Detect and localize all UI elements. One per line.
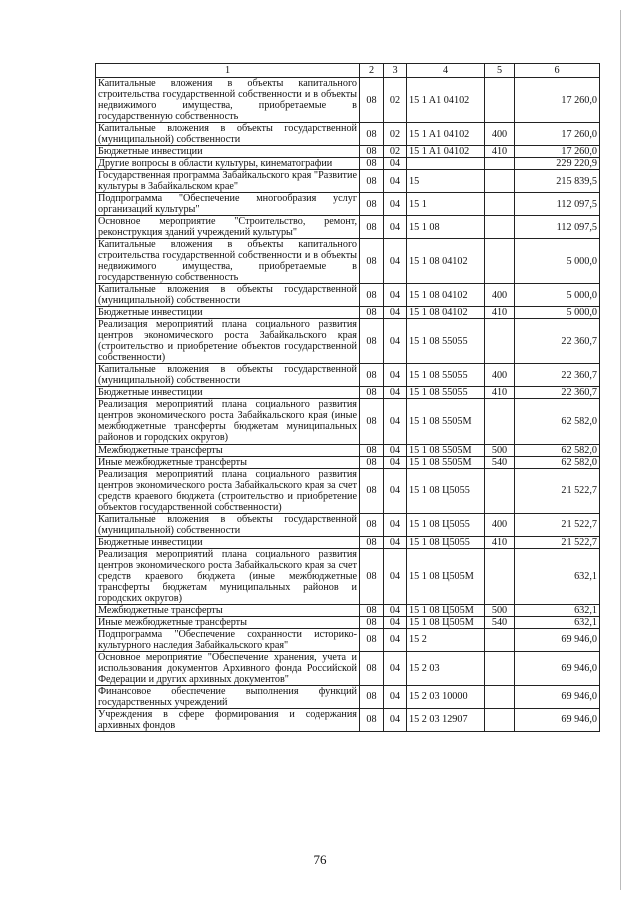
- row-section-cell: 08: [360, 616, 384, 628]
- row-expense-type-cell: 410: [485, 307, 515, 319]
- row-amount-cell: 21 522,7: [515, 513, 600, 536]
- row-section-cell: 08: [360, 123, 384, 146]
- row-name-cell: Иные межбюджетные трансферты: [96, 456, 360, 468]
- row-target-article-cell: 15 2 03 10000: [407, 685, 485, 708]
- row-subsection-cell: 04: [384, 170, 407, 193]
- row-expense-type-cell: 500: [485, 444, 515, 456]
- row-amount-cell: 62 582,0: [515, 444, 600, 456]
- table-row: [96, 216, 600, 239]
- row-name-cell: Основное мероприятие "Строительство, ремонт, реконструкция зданий учреждений культуры": [96, 216, 360, 239]
- row-subsection-cell: 04: [384, 628, 407, 651]
- row-target-article-cell: 15 1 08 55055: [407, 319, 485, 364]
- row-subsection-cell: 04: [384, 651, 407, 685]
- row-amount-cell: 69 946,0: [515, 628, 600, 651]
- row-amount-cell: 22 360,7: [515, 364, 600, 387]
- row-expense-type-cell: 410: [485, 146, 515, 158]
- row-section-cell: 08: [360, 444, 384, 456]
- row-name-cell: Капитальные вложения в объекты государственной (муниципальной) собственности: [96, 284, 360, 307]
- row-name-cell: Учреждения в сфере формирования и содержания архивных фондов: [96, 708, 360, 731]
- row-expense-type-cell: [485, 158, 515, 170]
- row-subsection-cell: 02: [384, 78, 407, 123]
- table-row: [96, 284, 600, 307]
- table-row: [96, 146, 600, 158]
- header-col-1: 1: [96, 64, 360, 78]
- row-name-cell: Бюджетные инвестиции: [96, 307, 360, 319]
- row-section-cell: 08: [360, 158, 384, 170]
- row-expense-type-cell: 410: [485, 387, 515, 399]
- row-target-article-cell: 15 1 08 04102: [407, 284, 485, 307]
- table-row: [96, 307, 600, 319]
- table-row: [96, 399, 600, 444]
- table-row: [96, 170, 600, 193]
- row-subsection-cell: 04: [384, 158, 407, 170]
- row-subsection-cell: 04: [384, 284, 407, 307]
- row-section-cell: 08: [360, 456, 384, 468]
- row-name-cell: Реализация мероприятий плана социального развития центров экономического роста Забайкальского края за счет средств краевого бюджета (иные межбюджетные трансферты бюджетам муниципальных районов и городских округов): [96, 548, 360, 604]
- row-name-cell: Другие вопросы в области культуры, кинематографии: [96, 158, 360, 170]
- row-expense-type-cell: [485, 468, 515, 513]
- row-section-cell: 08: [360, 364, 384, 387]
- row-target-article-cell: 15 1: [407, 193, 485, 216]
- table-row: [96, 78, 600, 123]
- row-name-cell: Капитальные вложения в объекты капитального строительства государственной собственности и в объекты недвижимого имущества, приобретаемые в государственную собственность: [96, 78, 360, 123]
- row-subsection-cell: 04: [384, 616, 407, 628]
- row-amount-cell: 21 522,7: [515, 536, 600, 548]
- table-row: [96, 513, 600, 536]
- row-expense-type-cell: 540: [485, 456, 515, 468]
- table-row: [96, 239, 600, 284]
- table-row: [96, 651, 600, 685]
- row-section-cell: 08: [360, 307, 384, 319]
- row-name-cell: Реализация мероприятий плана социального развития центров экономического роста Забайкальского края (иные межбюджетные трансферты бюджетам муниципальных районов и городских округов): [96, 399, 360, 444]
- row-expense-type-cell: [485, 319, 515, 364]
- row-section-cell: 08: [360, 78, 384, 123]
- row-section-cell: 08: [360, 708, 384, 731]
- row-target-article-cell: 15 1 08 Ц505М: [407, 548, 485, 604]
- row-section-cell: 08: [360, 468, 384, 513]
- row-name-cell: Бюджетные инвестиции: [96, 536, 360, 548]
- row-name-cell: Государственная программа Забайкальского края "Развитие культуры в Забайкальском крае": [96, 170, 360, 193]
- row-target-article-cell: 15 1 A1 04102: [407, 78, 485, 123]
- row-section-cell: 08: [360, 548, 384, 604]
- row-amount-cell: 5 000,0: [515, 284, 600, 307]
- row-target-article-cell: 15 1 08 5505М: [407, 456, 485, 468]
- row-subsection-cell: 04: [384, 685, 407, 708]
- row-expense-type-cell: [485, 170, 515, 193]
- scan-edge-line: [620, 10, 621, 890]
- row-expense-type-cell: 400: [485, 364, 515, 387]
- row-subsection-cell: 04: [384, 536, 407, 548]
- row-expense-type-cell: 400: [485, 123, 515, 146]
- row-expense-type-cell: [485, 628, 515, 651]
- table-row: [96, 548, 600, 604]
- row-subsection-cell: 04: [384, 513, 407, 536]
- row-target-article-cell: 15 1 08 Ц5055: [407, 468, 485, 513]
- row-section-cell: 08: [360, 604, 384, 616]
- row-target-article-cell: 15 1 08 5505М: [407, 444, 485, 456]
- row-name-cell: Бюджетные инвестиции: [96, 387, 360, 399]
- row-subsection-cell: 02: [384, 146, 407, 158]
- table-row: [96, 387, 600, 399]
- row-expense-type-cell: 500: [485, 604, 515, 616]
- row-target-article-cell: 15 2: [407, 628, 485, 651]
- row-target-article-cell: 15 1 08 Ц505М: [407, 616, 485, 628]
- row-amount-cell: 5 000,0: [515, 307, 600, 319]
- row-target-article-cell: 15 2 03 12907: [407, 708, 485, 731]
- row-expense-type-cell: [485, 548, 515, 604]
- row-target-article-cell: 15 1 08 Ц505М: [407, 604, 485, 616]
- row-target-article-cell: 15 2 03: [407, 651, 485, 685]
- table-row: [96, 616, 600, 628]
- row-subsection-cell: 04: [384, 548, 407, 604]
- row-section-cell: 08: [360, 216, 384, 239]
- row-amount-cell: 632,1: [515, 616, 600, 628]
- row-amount-cell: 17 260,0: [515, 123, 600, 146]
- header-col-5: 5: [485, 64, 515, 78]
- row-section-cell: 08: [360, 284, 384, 307]
- row-section-cell: 08: [360, 319, 384, 364]
- page-number: 76: [313, 852, 327, 867]
- row-name-cell: Финансовое обеспечение выполнения функций государственных учреждений: [96, 685, 360, 708]
- row-expense-type-cell: 400: [485, 284, 515, 307]
- row-expense-type-cell: [485, 651, 515, 685]
- row-subsection-cell: 04: [384, 604, 407, 616]
- budget-table: [95, 63, 600, 732]
- row-subsection-cell: 04: [384, 319, 407, 364]
- row-section-cell: 08: [360, 193, 384, 216]
- table-row: [96, 456, 600, 468]
- table-body: [96, 78, 600, 732]
- row-name-cell: Реализация мероприятий плана социального развития центров экономического роста Забайкальского края (строительство и приобретение объектов государственной собственности): [96, 319, 360, 364]
- row-name-cell: Капитальные вложения в объекты капитального строительства государственной собственности и в объекты недвижимого имущества, приобретаемые в государственную собственность: [96, 239, 360, 284]
- row-target-article-cell: [407, 158, 485, 170]
- row-subsection-cell: 04: [384, 307, 407, 319]
- row-section-cell: 08: [360, 536, 384, 548]
- row-name-cell: Реализация мероприятий плана социального развития центров экономического роста Забайкальского края за счет средств краевого бюджета (строительство и приобретение объектов государственной собственности): [96, 468, 360, 513]
- row-section-cell: 08: [360, 628, 384, 651]
- row-expense-type-cell: [485, 216, 515, 239]
- row-name-cell: Капитальные вложения в объекты государственной (муниципальной) собственности: [96, 123, 360, 146]
- table-row: [96, 444, 600, 456]
- row-section-cell: 08: [360, 146, 384, 158]
- row-name-cell: Иные межбюджетные трансферты: [96, 616, 360, 628]
- row-expense-type-cell: [485, 708, 515, 731]
- row-name-cell: Капитальные вложения в объекты государственной (муниципальной) собственности: [96, 513, 360, 536]
- row-section-cell: 08: [360, 651, 384, 685]
- row-expense-type-cell: [485, 239, 515, 284]
- row-name-cell: Основное мероприятие "Обеспечение хранения, учета и использования документов Архивного фонда Российской Федерации и других архивных документов": [96, 651, 360, 685]
- row-section-cell: 08: [360, 170, 384, 193]
- row-subsection-cell: 02: [384, 123, 407, 146]
- header-col-6: 6: [515, 64, 600, 78]
- row-subsection-cell: 04: [384, 399, 407, 444]
- row-amount-cell: 17 260,0: [515, 78, 600, 123]
- row-section-cell: 08: [360, 513, 384, 536]
- row-name-cell: Бюджетные инвестиции: [96, 146, 360, 158]
- row-amount-cell: 112 097,5: [515, 216, 600, 239]
- row-amount-cell: 69 946,0: [515, 685, 600, 708]
- table-row: [96, 364, 600, 387]
- row-subsection-cell: 04: [384, 456, 407, 468]
- row-target-article-cell: 15 1 08 Ц5055: [407, 536, 485, 548]
- row-expense-type-cell: 400: [485, 513, 515, 536]
- row-name-cell: Подпрограмма "Обеспечение многообразия услуг организаций культуры": [96, 193, 360, 216]
- row-expense-type-cell: [485, 78, 515, 123]
- row-target-article-cell: 15 1 A1 04102: [407, 123, 485, 146]
- row-amount-cell: 229 220,9: [515, 158, 600, 170]
- table-header-row: [96, 64, 600, 78]
- row-section-cell: 08: [360, 399, 384, 444]
- row-amount-cell: 62 582,0: [515, 399, 600, 444]
- row-expense-type-cell: 540: [485, 616, 515, 628]
- row-amount-cell: 632,1: [515, 548, 600, 604]
- row-amount-cell: 22 360,7: [515, 387, 600, 399]
- row-target-article-cell: 15 1 08 04102: [407, 239, 485, 284]
- row-name-cell: Подпрограмма "Обеспечение сохранности историко-культурного наследия Забайкальского края": [96, 628, 360, 651]
- row-amount-cell: 215 839,5: [515, 170, 600, 193]
- row-subsection-cell: 04: [384, 387, 407, 399]
- table-row: [96, 319, 600, 364]
- header-col-3: 3: [384, 64, 407, 78]
- row-target-article-cell: 15 1 08 55055: [407, 387, 485, 399]
- table-row: [96, 604, 600, 616]
- table-row: [96, 628, 600, 651]
- header-col-2: 2: [360, 64, 384, 78]
- table-row: [96, 158, 600, 170]
- row-amount-cell: 22 360,7: [515, 319, 600, 364]
- row-amount-cell: 632,1: [515, 604, 600, 616]
- row-target-article-cell: 15 1 08 04102: [407, 307, 485, 319]
- row-target-article-cell: 15 1 A1 04102: [407, 146, 485, 158]
- row-target-article-cell: 15 1 08 Ц5055: [407, 513, 485, 536]
- row-subsection-cell: 04: [384, 193, 407, 216]
- row-target-article-cell: 15 1 08 5505М: [407, 399, 485, 444]
- row-expense-type-cell: 410: [485, 536, 515, 548]
- table-row: [96, 123, 600, 146]
- table-row: [96, 536, 600, 548]
- row-expense-type-cell: [485, 399, 515, 444]
- row-section-cell: 08: [360, 239, 384, 284]
- row-amount-cell: 112 097,5: [515, 193, 600, 216]
- row-target-article-cell: 15: [407, 170, 485, 193]
- row-amount-cell: 21 522,7: [515, 468, 600, 513]
- table-row: [96, 468, 600, 513]
- row-amount-cell: 69 946,0: [515, 651, 600, 685]
- table-row: [96, 685, 600, 708]
- row-name-cell: Межбюджетные трансферты: [96, 604, 360, 616]
- row-subsection-cell: 04: [384, 364, 407, 387]
- row-subsection-cell: 04: [384, 216, 407, 239]
- table-row: [96, 193, 600, 216]
- row-amount-cell: 62 582,0: [515, 456, 600, 468]
- row-expense-type-cell: [485, 685, 515, 708]
- row-amount-cell: 69 946,0: [515, 708, 600, 731]
- row-target-article-cell: 15 1 08: [407, 216, 485, 239]
- row-section-cell: 08: [360, 685, 384, 708]
- row-subsection-cell: 04: [384, 444, 407, 456]
- row-amount-cell: 5 000,0: [515, 239, 600, 284]
- row-subsection-cell: 04: [384, 239, 407, 284]
- table-row: [96, 708, 600, 731]
- row-expense-type-cell: [485, 193, 515, 216]
- row-name-cell: Межбюджетные трансферты: [96, 444, 360, 456]
- row-subsection-cell: 04: [384, 468, 407, 513]
- row-name-cell: Капитальные вложения в объекты государственной (муниципальной) собственности: [96, 364, 360, 387]
- row-target-article-cell: 15 1 08 55055: [407, 364, 485, 387]
- header-col-4: 4: [407, 64, 485, 78]
- row-subsection-cell: 04: [384, 708, 407, 731]
- row-amount-cell: 17 260,0: [515, 146, 600, 158]
- row-section-cell: 08: [360, 387, 384, 399]
